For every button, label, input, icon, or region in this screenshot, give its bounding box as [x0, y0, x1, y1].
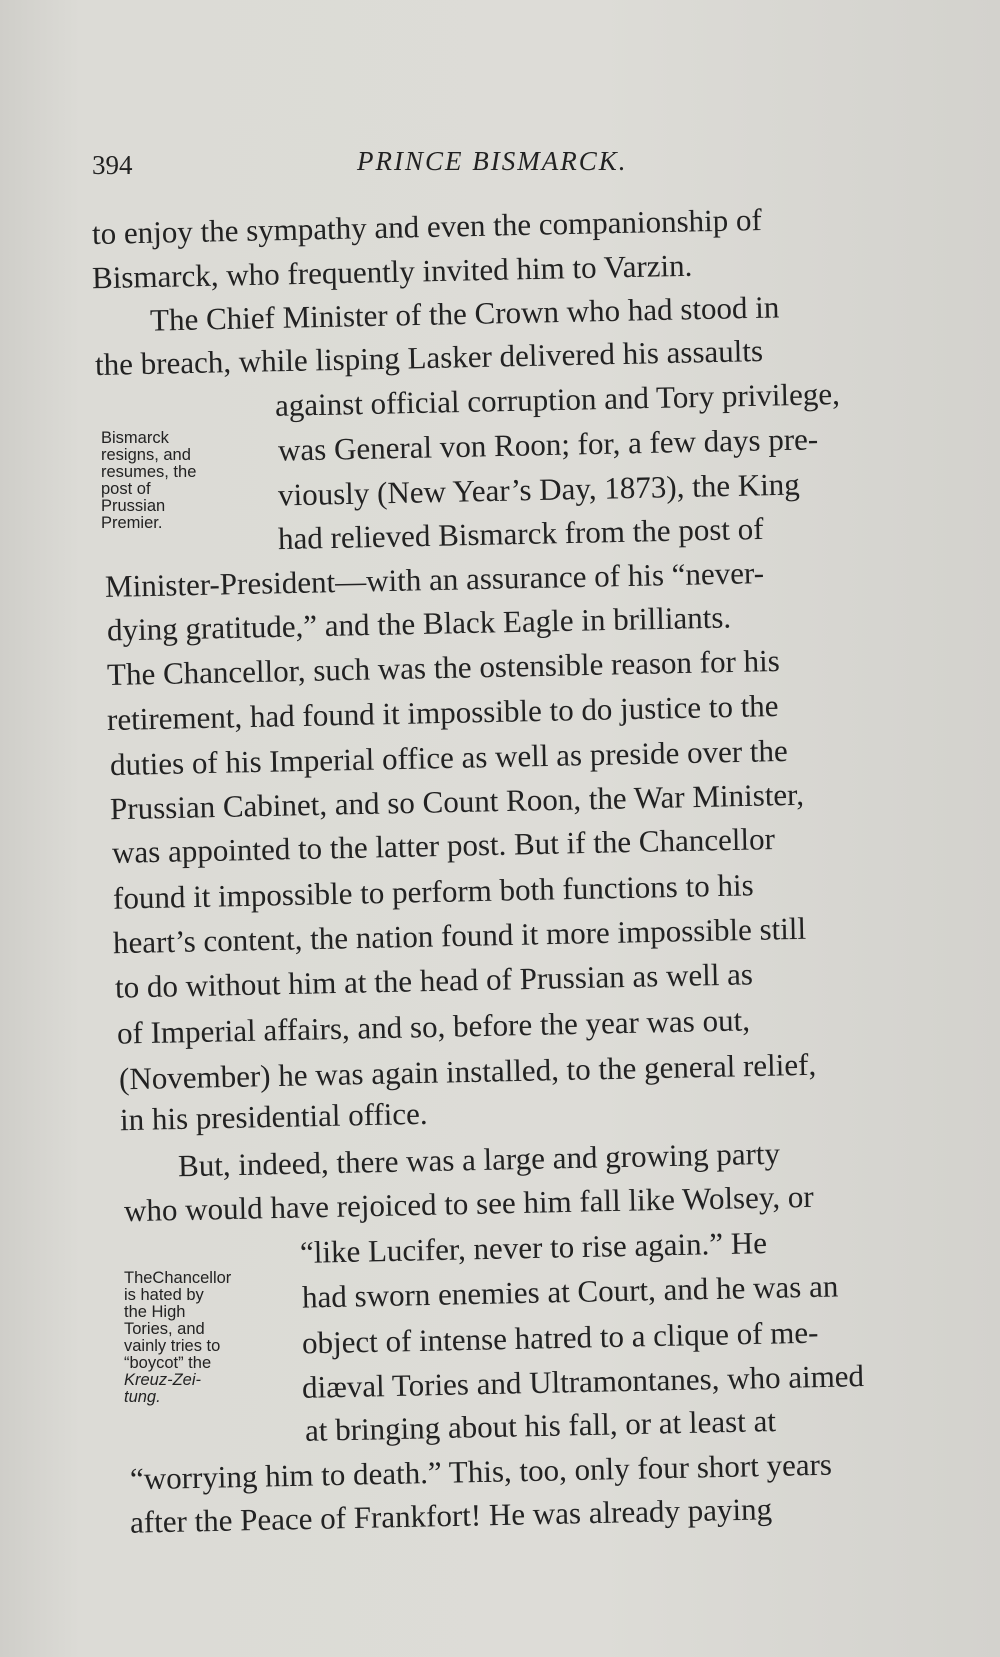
text-line: against official corruption and Tory privilege, [274, 376, 841, 423]
page-header [92, 146, 922, 190]
margin-note-line: is hated by [124, 1286, 204, 1304]
text-line: was appointed to the latter post. But if the Chancellor [111, 821, 776, 870]
margin-note-line: vainly tries to [124, 1337, 221, 1355]
margin-note-line: the High [124, 1303, 186, 1321]
running-title: PRINCE BISMARCK. [357, 146, 628, 176]
margin-note-line: resumes, the [101, 463, 197, 481]
text-line: at bringing about his fall, or at least at [304, 1403, 777, 1448]
text-line: viously (New Year’s Day, 1873), the King [277, 466, 801, 513]
text-line: Prussian Cabinet, and so Count Roon, the War Minister, [109, 776, 805, 827]
margin-note-line: Bismarck [101, 429, 169, 447]
text-line: after the Peace of Frankfort! He was already paying [129, 1491, 773, 1540]
margin-note-line: tung. [124, 1388, 161, 1406]
text-line: But, indeed, there was a large and growing party [177, 1135, 781, 1184]
text-line: The Chief Minister of the Crown who had stood in [149, 289, 780, 338]
text-line: object of intense hatred to a clique of me- [301, 1314, 819, 1361]
text-line: the breach, while lisping Lasker delivered his assaults [94, 333, 764, 382]
text-line: of Imperial affairs, and so, before the year was out, [116, 1002, 751, 1051]
text-line: in his presidential office. [119, 1095, 428, 1138]
margin-note-line: TheChancellor [124, 1269, 232, 1287]
margin-note-line: Prussian [101, 497, 166, 515]
text-line: “worrying him to death.” This, too, only four short years [129, 1446, 833, 1497]
margin-note-line: Premier. [101, 514, 163, 532]
text-line: “like Lucifer, never to rise again.” He [299, 1225, 768, 1270]
text-line: Bismarck, who frequently invited him to Varzin. [91, 247, 693, 296]
text-line: heart’s content, the nation found it more impossible still [112, 910, 807, 961]
text-line: Minister-President—with an assurance of his “never- [104, 555, 765, 604]
text-line: found it impossible to perform both functions to his [112, 867, 754, 916]
text-line: retirement, had found it impossible to do justice to the [106, 687, 779, 738]
text-line: had relieved Bismarck from the post of [277, 510, 764, 557]
page-number: 394 [92, 150, 133, 180]
text-line: who would have rejoiced to see him fall like Wolsey, or [123, 1178, 814, 1229]
margin-note-1 [101, 430, 196, 532]
text-line: to do without him at the head of Prussian as well as [114, 956, 754, 1005]
margin-note-line: resigns, and [101, 446, 191, 464]
margin-note-line: Tories, and [124, 1320, 205, 1338]
margin-note-line: post of [101, 480, 151, 498]
text-line: dying gratitude,” and the Black Eagle in brilliants. [106, 599, 732, 648]
text-line: was General von Roon; for, a few days pre- [277, 421, 819, 468]
text-line: duties of his Imperial office as well as preside over the [109, 732, 789, 783]
text-line: The Chancellor, such was the ostensible reason for his [106, 642, 781, 693]
margin-note-2 [124, 1270, 231, 1406]
text-line: to enjoy the sympathy and even the companionship of [91, 201, 763, 252]
margin-note-line: Kreuz-Zei- [124, 1371, 202, 1389]
margin-note-line: “boycot” the [124, 1354, 212, 1372]
text-line: diæval Tories and Ultramontanes, who aimed [301, 1358, 865, 1405]
text-line: had sworn enemies at Court, and he was an [301, 1268, 839, 1315]
text-line: (November) he was again installed, to the general relief, [118, 1046, 817, 1097]
